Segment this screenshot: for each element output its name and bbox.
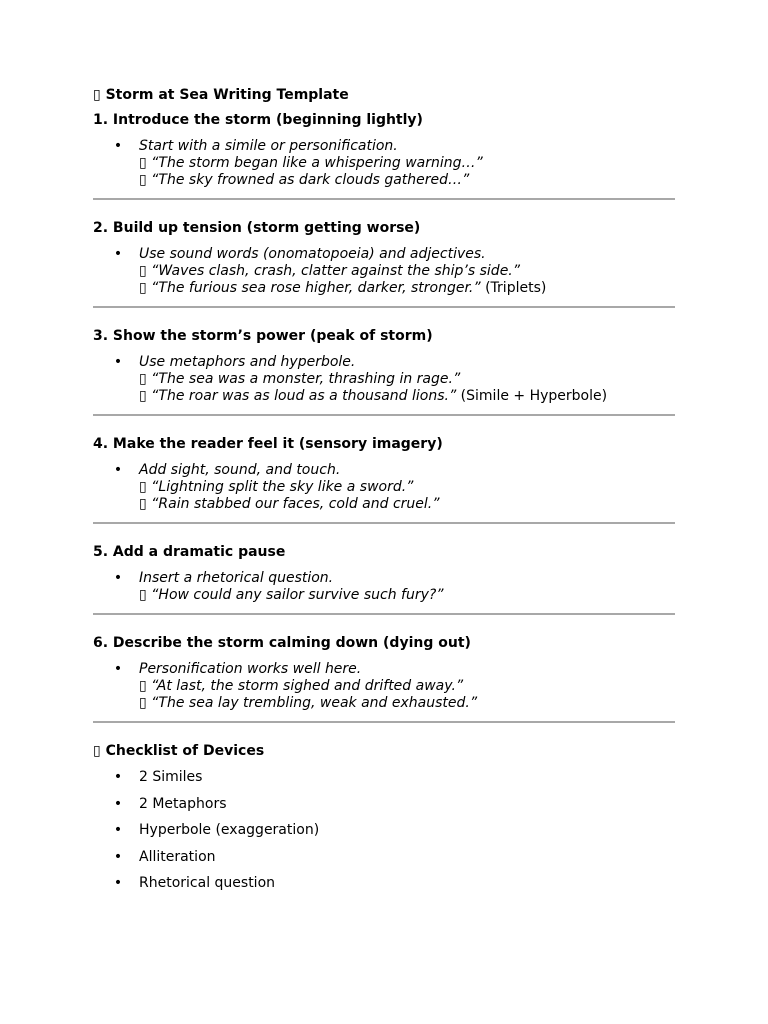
instruction-text: Insert a rhetorical question. bbox=[139, 570, 334, 586]
checklist-item-label: Hyperbole (exaggeration) bbox=[139, 822, 320, 838]
section-divider bbox=[93, 721, 675, 723]
bullet-icon: • bbox=[113, 795, 123, 812]
bullet-icon: • bbox=[113, 462, 123, 478]
example-marker-icon: ▯ bbox=[139, 496, 147, 512]
list-item bbox=[93, 661, 675, 712]
example-line bbox=[139, 155, 675, 172]
example-marker-icon: ▯ bbox=[139, 678, 147, 694]
example-text: “The sky frowned as dark clouds gathered…” bbox=[151, 172, 470, 188]
example-text: “The furious sea rose higher, darker, stronger.” bbox=[151, 280, 481, 296]
list-item bbox=[93, 462, 675, 513]
example-line bbox=[139, 388, 675, 405]
checklist-item-label: 2 Metaphors bbox=[139, 795, 227, 812]
example-text: “The storm began like a whispering warning…” bbox=[151, 155, 483, 171]
list-item bbox=[93, 246, 675, 297]
example-line bbox=[139, 263, 675, 280]
instruction-text: Use metaphors and hyperbole. bbox=[139, 354, 356, 370]
bullet-list bbox=[93, 354, 675, 405]
example-line bbox=[139, 587, 675, 604]
example-line bbox=[139, 496, 675, 513]
bullet-icon: • bbox=[113, 138, 123, 154]
bullet-icon: • bbox=[113, 769, 123, 785]
example-marker-icon: ▯ bbox=[139, 479, 147, 495]
example-marker-icon: ▯ bbox=[139, 172, 147, 188]
section-divider bbox=[93, 306, 675, 308]
section-calming-down bbox=[93, 635, 675, 723]
example-text: “The sea was a monster, thrashing in rage.” bbox=[151, 371, 461, 387]
checklist-item-label: 2 Similes bbox=[139, 769, 203, 785]
list-item bbox=[93, 570, 675, 604]
example-marker-icon: ▯ bbox=[139, 695, 147, 711]
bullet-list bbox=[93, 138, 675, 189]
example-note: (Simile + Hyperbole) bbox=[456, 388, 608, 404]
section-dramatic-pause bbox=[93, 544, 675, 615]
example-text: “The roar was as loud as a thousand lions.” bbox=[151, 388, 457, 404]
example-line bbox=[139, 371, 675, 388]
list-item bbox=[93, 138, 675, 189]
example-text: “Waves clash, crash, clatter against the ship’s side.” bbox=[151, 263, 521, 279]
example-text: “Rain stabbed our faces, cold and cruel.” bbox=[151, 496, 440, 512]
checklist-item bbox=[93, 875, 675, 892]
bullet-icon: • bbox=[113, 822, 123, 838]
example-line bbox=[139, 479, 675, 496]
example-marker-icon: ▯ bbox=[139, 263, 147, 279]
document-title: ▯ Storm at Sea Writing Template bbox=[93, 87, 349, 103]
section-build-tension bbox=[93, 220, 675, 308]
bullet-list bbox=[93, 661, 675, 712]
example-marker-icon: ▯ bbox=[139, 280, 147, 296]
example-line bbox=[139, 678, 675, 695]
checklist-item bbox=[93, 769, 675, 786]
bullet-icon: • bbox=[113, 848, 123, 865]
checklist-section bbox=[93, 743, 675, 892]
section-introduce-storm bbox=[93, 112, 675, 200]
example-line bbox=[139, 695, 675, 712]
section-divider bbox=[93, 613, 675, 615]
section-divider bbox=[93, 198, 675, 200]
example-text: “Lightning split the sky like a sword.” bbox=[151, 479, 414, 495]
instruction-text: Use sound words (onomatopoeia) and adjectives. bbox=[139, 246, 486, 262]
section-storm-power bbox=[93, 328, 675, 416]
bullet-list bbox=[93, 570, 675, 604]
example-text: “How could any sailor survive such fury?” bbox=[151, 587, 444, 603]
example-line bbox=[139, 172, 675, 189]
example-text: “The sea lay trembling, weak and exhausted.” bbox=[151, 695, 478, 711]
checklist-item-label: Rhetorical question bbox=[139, 875, 276, 891]
checklist-list bbox=[93, 769, 675, 892]
section-heading: 1. Introduce the storm (beginning lightly) bbox=[93, 112, 423, 128]
list-item bbox=[93, 354, 675, 405]
checklist-item bbox=[93, 796, 675, 813]
checklist-item bbox=[93, 822, 675, 839]
checklist-item bbox=[93, 849, 675, 866]
example-marker-icon: ▯ bbox=[139, 587, 147, 603]
example-marker-icon: ▯ bbox=[139, 155, 147, 171]
checklist-title: ▯ Checklist of Devices bbox=[93, 743, 265, 759]
section-heading: 3. Show the storm’s power (peak of storm) bbox=[93, 328, 433, 344]
bullet-icon: • bbox=[113, 354, 123, 370]
bullet-icon: • bbox=[113, 570, 123, 586]
checklist-item-label: Alliteration bbox=[139, 848, 216, 865]
bullet-icon: • bbox=[113, 246, 123, 262]
bullet-icon: • bbox=[113, 875, 123, 891]
bullet-list bbox=[93, 462, 675, 513]
bullet-icon: • bbox=[113, 661, 123, 677]
example-note: (Triplets) bbox=[480, 280, 547, 296]
instruction-text: Start with a simile or personification. bbox=[139, 138, 398, 154]
example-marker-icon: ▯ bbox=[139, 371, 147, 387]
section-heading: 2. Build up tension (storm getting worse) bbox=[93, 220, 421, 236]
example-marker-icon: ▯ bbox=[139, 388, 147, 404]
bullet-list bbox=[93, 246, 675, 297]
section-divider bbox=[93, 522, 675, 524]
instruction-text: Add sight, sound, and touch. bbox=[139, 462, 341, 478]
section-heading: 6. Describe the storm calming down (dying out) bbox=[93, 635, 471, 651]
section-sensory-imagery bbox=[93, 436, 675, 524]
section-heading: 5. Add a dramatic pause bbox=[93, 544, 286, 560]
section-heading: 4. Make the reader feel it (sensory imagery) bbox=[93, 436, 443, 452]
instruction-text: Personification works well here. bbox=[139, 661, 362, 677]
example-line bbox=[139, 280, 675, 297]
section-divider bbox=[93, 414, 675, 416]
example-text: “At last, the storm sighed and drifted away.” bbox=[151, 678, 464, 694]
